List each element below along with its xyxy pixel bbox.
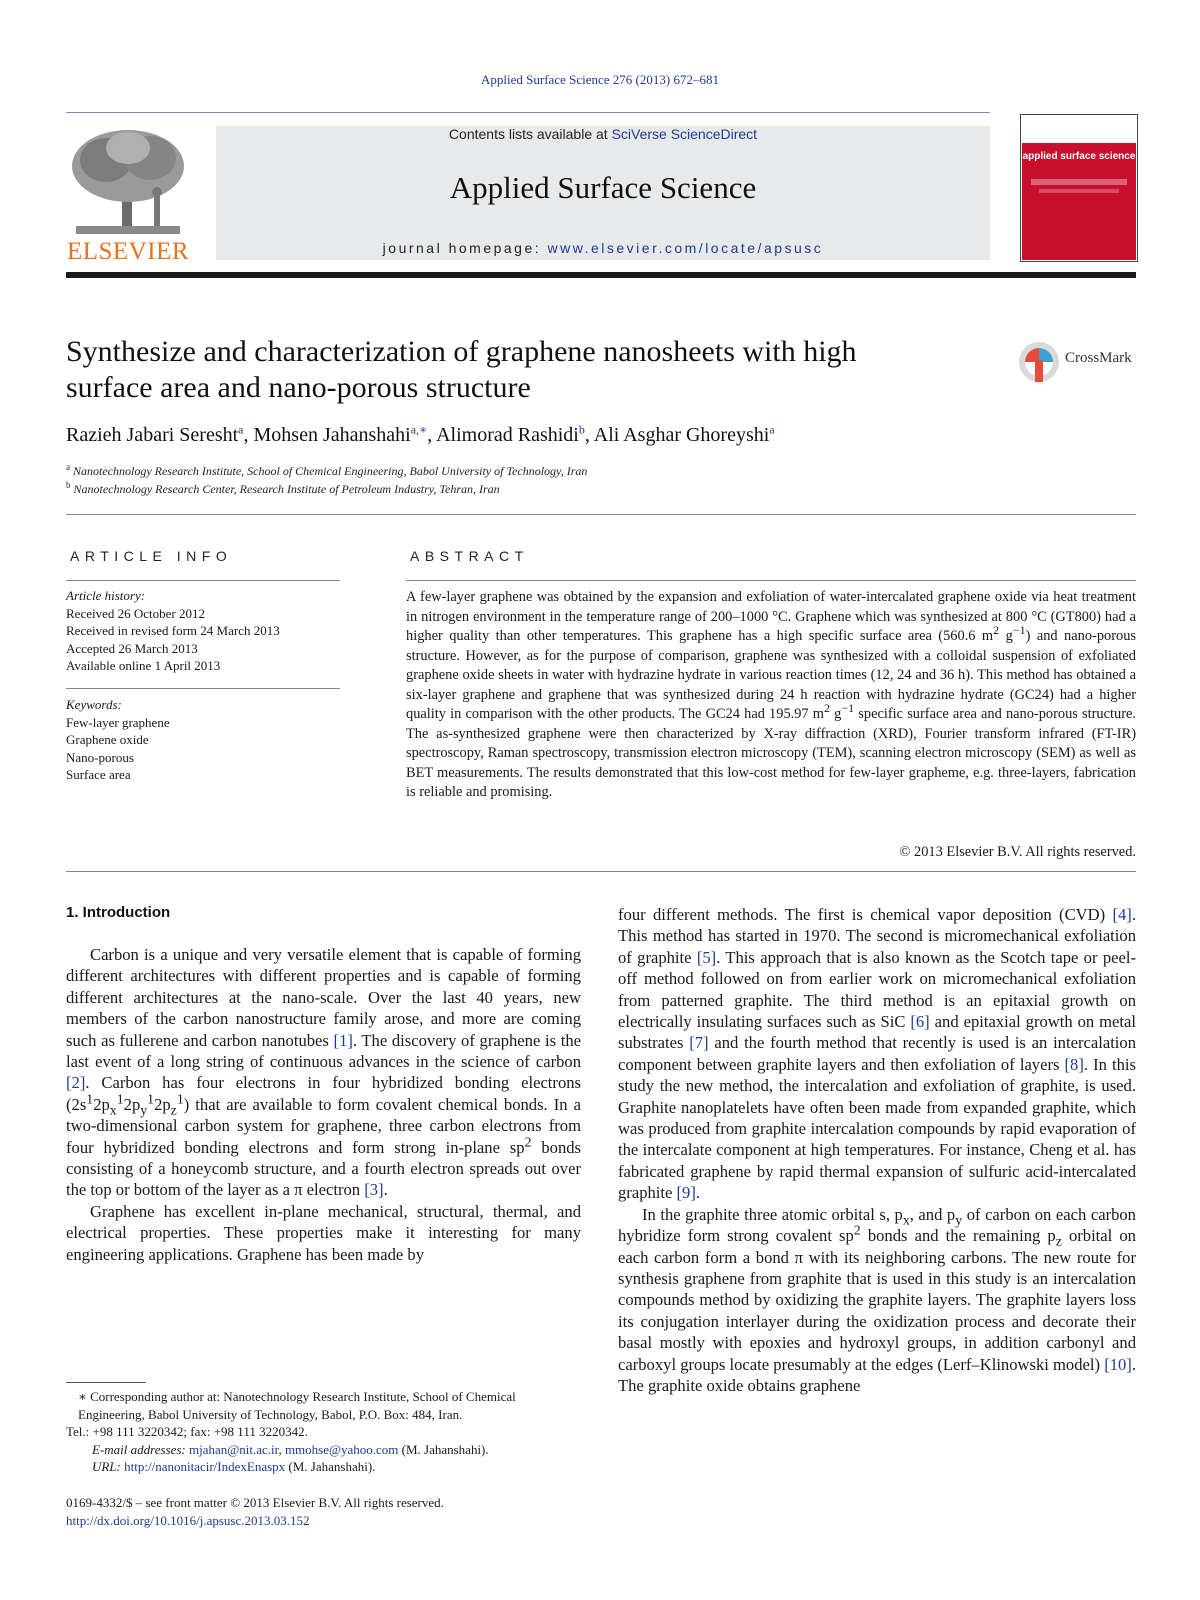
email-link[interactable]: mmohse@yahoo.com: [284, 1441, 399, 1457]
text: 2p: [123, 1094, 141, 1114]
citation-link[interactable]: [10]: [1104, 1354, 1132, 1374]
subscript: x: [902, 1212, 910, 1227]
affiliation-text: Nanotechnology Research Center, Research Institute of Petroleum Industry, Tehran, Iran: [73, 482, 500, 496]
journal-citation[interactable]: Applied Surface Science 276 (2013) 672–681: [481, 72, 719, 87]
cover-decoration: [1031, 179, 1127, 185]
citation-link[interactable]: [5]: [696, 947, 717, 967]
divider: [66, 688, 340, 689]
divider: [406, 580, 1136, 581]
cover-decoration: [1039, 189, 1119, 193]
author-name: Alimorad Rashidi: [436, 424, 579, 446]
body-column-left: [66, 944, 581, 1265]
superscript: −1: [1012, 623, 1026, 638]
subscript: x: [109, 1102, 117, 1118]
text: . In this study the new method, the intercalation and exfoliation of graphite, is used. Graphite nanoplatelets have often been made from expanded graphite, which was produced from graphite intercalation compounds by rapid evaporation of the intercalate component at high temperatures. For instance, Cheng et al. has fabricated graphene by rapid thermal expansion of sulfuric acid-intercalated graphite: [618, 1054, 1136, 1203]
author-name: Razieh Jabari Seresht: [66, 424, 239, 446]
text: four different methods. The first is chemical vapor deposition (CVD): [618, 905, 1113, 924]
copyright-notice: © 2013 Elsevier B.V. All rights reserved.: [899, 844, 1136, 860]
affiliation: [66, 482, 1126, 497]
text: . The discovery of graphene is the last event of a long string of continuous advances in the science of carbon: [66, 1030, 581, 1072]
keywords: [66, 696, 340, 784]
superscript: 1: [86, 1091, 94, 1107]
abstract-part: g: [829, 706, 842, 722]
paragraph: Graphene has excellent in-plane mechanical, structural, thermal, and electrical properties. These properties make it interesting for many engineering applications. Graphene has been made by: [66, 1201, 581, 1264]
email-line: [66, 1441, 581, 1459]
superscript: 2: [853, 1222, 861, 1238]
crossmark-icon: [1017, 338, 1061, 386]
crossmark-button[interactable]: [1017, 338, 1139, 386]
citation-link[interactable]: [3]: [364, 1180, 384, 1200]
article-info-heading: ARTICLE INFO: [70, 548, 233, 564]
subscript: z: [1055, 1233, 1062, 1249]
text: bonds and the remaining p: [860, 1226, 1056, 1246]
front-matter: [66, 1494, 581, 1529]
url-suffix: (M. Jahanshahi).: [285, 1459, 376, 1474]
doi-link[interactable]: http://dx.doi.org/10.1016/j.apsusc.2013.03.152: [66, 1512, 310, 1528]
elsevier-logo: [66, 126, 190, 266]
footnote-rule: [66, 1382, 146, 1383]
citation-link[interactable]: [1]: [333, 1030, 353, 1050]
citation-link[interactable]: [2]: [66, 1073, 86, 1093]
elsevier-wordmark: ELSEVIER: [66, 238, 190, 265]
divider: [66, 580, 340, 581]
crossmark-label: CrossMark: [1065, 350, 1132, 366]
author-url-link[interactable]: http://nanonitacir/IndexEnaspx: [124, 1459, 286, 1474]
homepage-line: [216, 240, 990, 256]
superscript: 2: [524, 1134, 532, 1150]
text: ) that are available to form covalent chemical bonds. In a two-dimensional carbon system for graphene, three carbon electrons from four hybridized bonding electrons and form strong in-plane sp: [66, 1094, 581, 1157]
email-link[interactable]: mjahan@nit.ac.ir: [189, 1441, 279, 1457]
article-title: Synthesize and characterization of graphene nanosheets with high surface area and nano-porous structure: [66, 335, 857, 404]
affiliation-mark: b: [66, 480, 71, 490]
contents-prefix: Contents lists available at: [448, 126, 612, 142]
history-item: Available online 1 April 2013: [66, 658, 221, 673]
affiliation-mark: a: [66, 462, 70, 472]
homepage-link[interactable]: www.elsevier.com/locate/apsusc: [547, 240, 824, 256]
text: .: [695, 1183, 701, 1203]
citation-link[interactable]: [6]: [910, 1012, 930, 1032]
superscript: 1: [147, 1091, 155, 1107]
url-line: [66, 1458, 581, 1476]
abstract-part: g: [999, 628, 1013, 644]
author-affil-mark[interactable]: b: [578, 422, 585, 437]
text: , and p: [909, 1204, 956, 1224]
contents-line: [216, 126, 990, 142]
corresponding-author-footnote: [66, 1388, 581, 1476]
elsevier-tree-icon: [66, 126, 190, 238]
history-label: Article history:: [66, 588, 146, 603]
email-suffix: (M. Jahanshahi).: [398, 1441, 489, 1457]
journal-name: Applied Surface Science: [449, 170, 757, 205]
history-item: Received 26 October 2012: [66, 605, 205, 621]
citation-link[interactable]: [7]: [689, 1033, 709, 1053]
subscript: z: [170, 1102, 177, 1118]
email-label: E-mail addresses:: [92, 1441, 190, 1457]
history-item: Accepted 26 March 2013: [66, 640, 198, 656]
keywords-label: Keywords:: [66, 697, 122, 712]
abstract-heading: ABSTRACT: [410, 548, 529, 564]
text: . Carbon has four electrons in four hybridized bonding electrons (2s: [66, 1073, 581, 1114]
text: Carbon is a unique and very versatile element that is capable of forming different architectures with different properties and is capable of forming different architectures at the nano-scale. Over the last 40 years, new members of the carbon nanostructure family arose, and more are coming such as fullerene and carbon nanotubes: [66, 945, 581, 1050]
superscript: 1: [176, 1091, 184, 1107]
abstract-part: specific surface area and nano-porous structure. The as-synthesized graphene were then characterized by X-ray diffraction (XRD), Fourier transform infrared (FT-IR) spectroscopy, Raman spectroscopy, transmission electron microscopy (TEM), scanning electron microscopy (SEM) as well as BET measurements. The results demonstrated that this low-cost method for few-layer grapheme, e.g. three-layers, fabrication is reliable and promising.: [406, 706, 1136, 800]
divider: [66, 514, 1136, 515]
history-item: Received in revised form 24 March 2013: [66, 623, 280, 638]
text: 2p: [93, 1094, 110, 1114]
author-affil-mark[interactable]: a,∗: [410, 422, 428, 437]
superscript: 2: [993, 623, 1000, 638]
subscript: y: [140, 1102, 148, 1118]
paragraph: [618, 904, 1136, 1204]
author-list: Razieh Jabari Seresht$^a$, Mohsen Jahanshahi$^{a,∗}$, Alimorad Rashidi$^b$, Ali Asghar Ghoreyshi$^a$: [66, 422, 775, 446]
text: and epitaxial growth on metal substrates: [618, 1012, 1137, 1053]
text: . This approach that is also known as the Scotch tape or peel-off method followed on from earlier work on micromechanical exfoliation from patterned graphite. The third method is an epitaxial growth on electrically insulating surfaces such as SiC: [618, 947, 1136, 1032]
url-label: URL:: [92, 1459, 125, 1474]
journal-cover-thumbnail[interactable]: [1020, 114, 1138, 262]
text: bonds consisting of a honeycomb structure, and a fourth electron spreads out over the top or bottom of the layer as a π electron: [66, 1137, 582, 1200]
cover-title: applied surface science: [1022, 151, 1136, 162]
superscript: 1: [116, 1091, 124, 1107]
text: orbital on each carbon form a bond π with its neighboring carbons. The new route for synthesis graphene from graphite that is used in this study is an intercalation compounds method by oxidizing the graphite layers. The graphite layers loss its conjugation interlayer during the oxidization process and decorate their basal mostly with epoxies and hydroxyl groups, in addition carbonyl and carboxyl groups locate presumably at the edges (Lerf–Klinowski model): [618, 1226, 1136, 1374]
body-column-right: [618, 904, 1136, 1396]
citation-link[interactable]: [8]: [1064, 1054, 1084, 1074]
paragraph: [618, 1204, 1136, 1397]
homepage-prefix: journal homepage:: [382, 240, 548, 256]
affiliation-text: Nanotechnology Research Institute, School of Chemical Engineering, Babol University of Technology, Iran: [73, 464, 588, 478]
superscript: −1: [841, 701, 855, 716]
text: In the graphite three atomic orbital s, p: [642, 1204, 903, 1224]
author-affil-mark[interactable]: a: [238, 422, 244, 437]
affiliation: [66, 464, 1126, 479]
text: .: [383, 1180, 388, 1200]
text: . The graphite oxide obtains graphene: [618, 1354, 1136, 1395]
divider: [66, 871, 1136, 872]
text: 2p: [154, 1094, 171, 1114]
text: . This method has started in 1970. The second is micromechanical exfoliation of graphite: [618, 905, 1136, 967]
section-heading: 1. Introduction: [66, 904, 171, 921]
article-history: [66, 587, 340, 675]
footnote-line: Tel.: +98 111 3220342; fax: +98 111 3220342.: [66, 1424, 308, 1439]
header-divider: [66, 272, 1136, 278]
paragraph: [66, 944, 581, 1201]
abstract-part: A few-layer graphene was obtained by the expansion and exfoliation of water-intercalated graphene oxide via heat treatment in nitrogen environment in the temperature range of 200–1000 °C. Graphene which was synthesized at 800 °C (GT800) had a higher quality than other temperatures. This graphene has a high specific surface area (560.6 m: [406, 589, 1136, 644]
header-rule: [66, 112, 990, 113]
text: and the fourth method that recently is used is an intercalation component between graphite layers and then exfoliation of layers: [618, 1033, 1137, 1074]
keyword-item: Surface area: [66, 767, 131, 782]
issn-line: 0169-4332/$ – see front matter © 2013 Elsevier B.V. All rights reserved.: [66, 1495, 444, 1510]
sciencedirect-link[interactable]: SciVerse ScienceDirect: [611, 126, 758, 142]
author-name: Mohsen Jahanshahi: [253, 424, 411, 446]
citation-link[interactable]: [4]: [1112, 905, 1132, 924]
subscript: y: [955, 1212, 963, 1227]
author-name: Ali Asghar Ghoreyshi: [593, 424, 770, 446]
keyword-item: Graphene oxide: [66, 732, 149, 747]
keyword-item: Few-layer graphene: [66, 714, 170, 730]
abstract-text: [406, 588, 1136, 803]
text: of carbon on each carbon hybridize form strong covalent sp: [618, 1204, 1136, 1246]
abstract-part: ) and nano-porous structure. However, as for the purpose of comparison, graphene was synthesized with a colloidal suspension of exfoliated graphene oxide sheets in water with hydrazine hydrate in various reaction times (12, 24 and 36 h). This method has obtained a six-layer graphene and graphene that was synthesized during 24 h reaction with hydrazine hydrate (GC24) had a higher quality in comparison with the other products. The GC24 had 195.97 m: [406, 628, 1136, 722]
author-affil-mark[interactable]: a: [769, 422, 775, 437]
footnote-line: ∗ Corresponding author at: Nanotechnology Research Institute, School of Chemical Engineering, Babol University of Technology, Babol, P.O. Box: 484, Iran.: [78, 1389, 516, 1422]
keyword-item: Nano-porous: [66, 749, 134, 765]
citation-link[interactable]: [9]: [676, 1183, 696, 1203]
superscript: 2: [823, 701, 830, 716]
separator: ,: [278, 1441, 285, 1457]
